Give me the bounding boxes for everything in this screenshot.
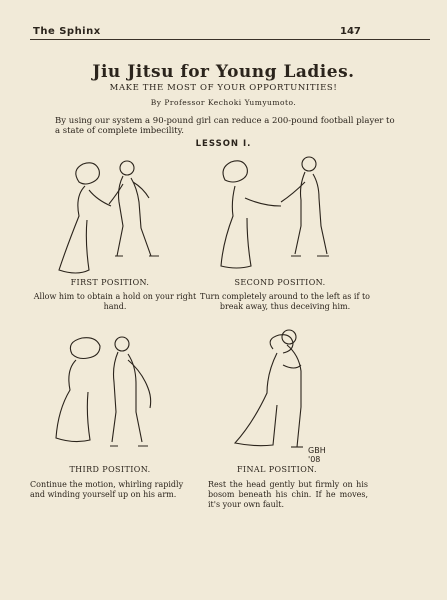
page-number: 147 [340, 26, 361, 37]
second-position-illustration [215, 150, 345, 275]
article-subtitle: MAKE THE MOST OF YOUR OPPORTUNITIES! [109, 83, 338, 93]
article-byline: By Professor Kechoki Yumyumoto. [150, 98, 297, 107]
third-position-text: Continue the motion, whirling rapidly and winding yourself up on his arm. [30, 480, 184, 499]
artist-signature: GBH '08 [308, 446, 326, 464]
first-position-title: FIRST POSITION. [70, 278, 150, 287]
third-position-title: THIRD POSITION. [69, 465, 151, 474]
second-position-text: Turn completely around to the left as if to break away, thus deceiving him. [200, 292, 370, 311]
article-title: Jiu Jitsu for Young Ladies. [92, 62, 355, 82]
first-position-text: Allow him to obtain a hold on your right hand. [33, 292, 197, 311]
first-position-illustration [45, 150, 175, 275]
running-head-title: The Sphinx [33, 26, 101, 37]
second-position-title: SECOND POSITION. [234, 278, 326, 287]
final-position-text: Rest the head gently but firmly on his bosom beneath his chin. If he moves, it's your own fault. [208, 480, 368, 509]
lesson-heading: LESSON I. [195, 139, 252, 149]
final-position-illustration [225, 325, 340, 465]
third-position-illustration [50, 330, 170, 465]
header-rule [30, 39, 430, 40]
final-position-title: FINAL POSITION. [236, 465, 317, 474]
intro-paragraph: By using our system a 90-pound girl can reduce a 200-pound football player to a state of complete imbecility. [55, 116, 395, 136]
